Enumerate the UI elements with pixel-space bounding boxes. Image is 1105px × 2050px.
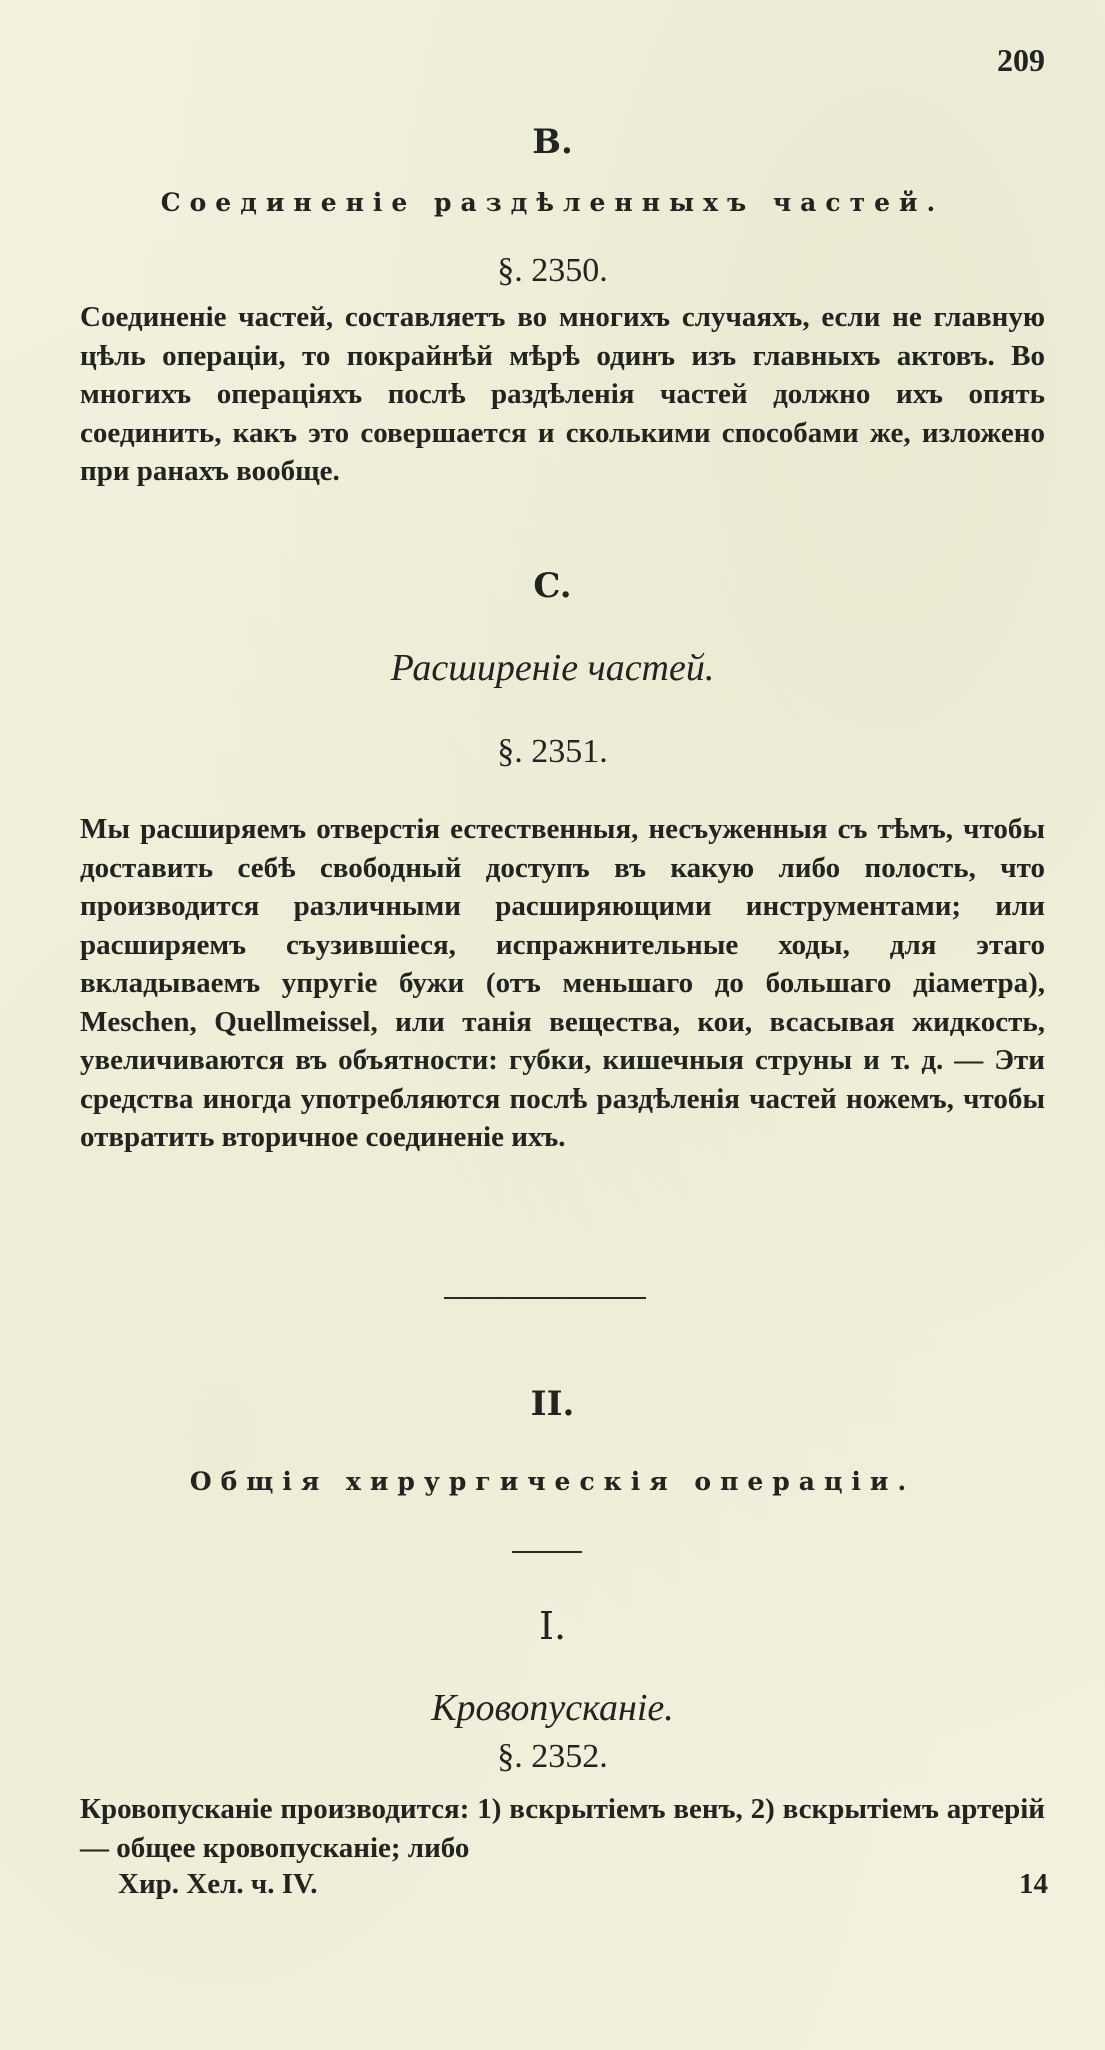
section-c-letter: C. <box>533 566 572 606</box>
section-b-text: Соединеніе частей, составляетъ во многихъ случаяхъ, если не главную цѣль операціи, то покрайнѣй мѣрѣ одинъ изъ главныхъ актовъ. Во многихъ операціяхъ послѣ раздѣленія частей должно ихъ опять соединить, какъ это совершается и сколькими способами же, изложено при ранахъ вообще. <box>80 301 1045 487</box>
footer-sheet-number: 14 <box>1019 1868 1048 1900</box>
section-b-paragraph <box>80 298 1045 491</box>
section-b-title: Соединеніе раздѣленныхъ частей. <box>160 188 945 217</box>
chapter-i-numeral: I. <box>538 1604 567 1648</box>
part-ii-numeral: II. <box>530 1384 575 1424</box>
section-divider-rule <box>444 1297 646 1299</box>
section-c-text: Мы расширяемъ отверстія естественныя, несъуженныя съ тѣмъ, чтобы доставить себѣ свободный доступъ въ какую либо полость, что производится различными расширяющими инструментами; или расширяемъ съузившіеся, испражнительные ходы, для этаго вкладываемъ упругіе бужи (отъ меньшаго до большаго діаметра), Meschen, Quellmeissel, или танія вещества, кои, всасывая жидкость, увеличиваются въ объятности: губки, кишечныя струны и т. д. — Эти средства иногда употребляются послѣ раздѣленія частей ножемъ, чтобы отвратить вторичное соединеніе ихъ. <box>80 813 1045 1153</box>
section-c-title: Расширеніе частей. <box>390 647 715 689</box>
chapter-i-text: Кровопусканіе производится: 1) вскрытіемъ венъ, 2) вскрытіемъ артерій — общее кровопусканіе; либо <box>80 1793 1045 1864</box>
section-c-paragraph <box>80 810 1045 1157</box>
short-divider-rule <box>512 1551 582 1553</box>
chapter-i-title: Кровопусканіе. <box>431 1687 674 1729</box>
part-ii-title: Общія хирургическія операціи. <box>189 1467 916 1496</box>
page-number: 209 <box>997 42 1045 78</box>
page-footer <box>118 1868 1048 1901</box>
section-b-letter: B. <box>532 122 573 162</box>
section-c-paragraph-number: §. 2351. <box>497 733 608 770</box>
chapter-i-paragraph-number: §. 2352. <box>497 1738 608 1775</box>
chapter-i-paragraph <box>80 1790 1045 1867</box>
section-b-paragraph-number: §. 2350. <box>497 252 608 289</box>
footer-signature-text: Хир. Хел. ч. IV. <box>118 1868 318 1900</box>
